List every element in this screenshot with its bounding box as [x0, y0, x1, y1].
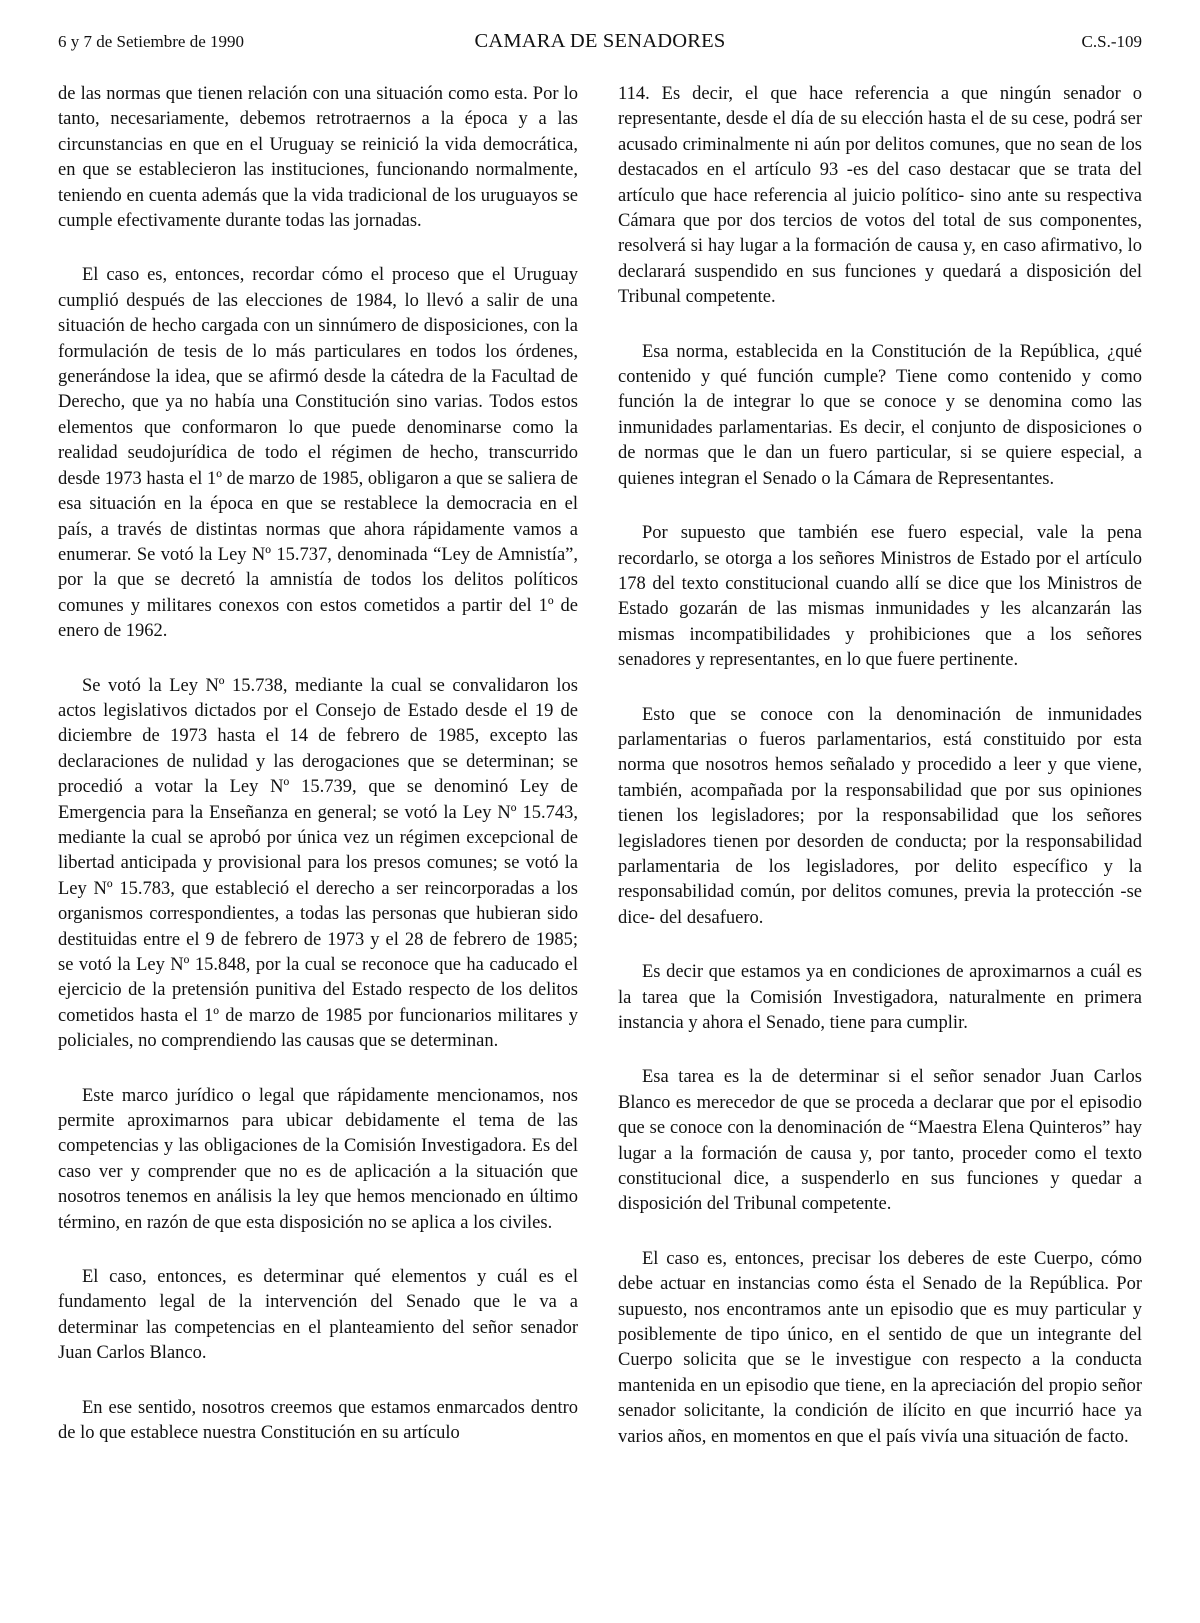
page-header: [58, 30, 1142, 60]
header-title: CAMARA DE SENADORES: [474, 30, 726, 52]
right-column: [618, 82, 1142, 1479]
paragraph: Esto que se conoce con la denominación de inmunidades parlamentarias o fueros parlamentarios, está constituido por esta norma que nosotros hemos señalado y procedido a leer y que viene, también, acompañada por la responsabilidad que por sus opiniones tienen los legisladores; por la responsabilidad que los señores legisladores tienen por desorden de conducta; por la responsabilidad parlamentaria de los legisladores, por delito específico y la responsabilidad común, por delitos comunes, previa la protección -se dice- del desafuero.: [618, 704, 1142, 928]
paragraph: 114. Es decir, el que hace referencia a que ningún senador o representante, desde el día de su elección hasta el de su cese, podrá ser acusado criminalmente ni aún por delitos comunes, que no sean de los destacados en el artículo 93 -es del caso destacar que se trata del artículo que hace referencia al juicio político- sino ante su respectiva Cámara que por dos tercios de votos del total de sus componentes, resolverá si hay lugar a la formación de causa y, en caso afirmativo, lo declarará suspendido en sus funciones y quedará a disposición del Tribunal competente.: [618, 84, 1142, 308]
left-column: [58, 82, 578, 1476]
paragraph: Es decir que estamos ya en condiciones de aproximarnos a cuál es la tarea que la Comisión Investigadora, naturalmente en primera instancia y ahora el Senado, tiene para cumplir.: [618, 962, 1142, 1033]
header-date: 6 y 7 de Setiembre de 1990: [58, 32, 245, 51]
paragraph: El caso es, entonces, precisar los deberes de este Cuerpo, cómo debe actuar en instancias como ésta el Senado de la República. Por supuesto, nos encontramos ante un episodio que es muy particular y posiblemente de tipo único, en el sentido de que un integrante del Cuerpo solicita que se le investigue con respecto a la conducta mantenida en un episodio que tiene, en la apreciación del propio señor senador solicitante, la condición de ilícito en que incurrió hace ya varios años, en momentos en que el país vivía una situación de facto.: [618, 1248, 1142, 1447]
paragraph: Se votó la Ley Nº 15.738, mediante la cual se convalidaron los actos legislativos dictados por el Consejo de Estado desde el 19 de diciembre de 1973 hasta el 14 de febrero de 1985, excepto las declaraciones de nulidad y las derogaciones que se determinan; se procedió a votar la Ley Nº 15.739, que se denominó Ley de Emergencia para la Enseñanza en general; se votó la Ley Nº 15.743, mediante la cual se aprobó por única vez un régimen excepcional de libertad anticipada y provisional para los presos comunes; se votó la Ley Nº 15.783, que estableció el derecho a ser reincorporadas a los organismos correspondientes, a todas las personas que hubieran sido destituidas entre el 9 de febrero de 1973 y el 28 de febrero de 1985; se votó la Ley Nº 15.848, por la cual se reconoce que ha caducado el ejercicio de la pretensión punitiva del Estado respecto de los delitos cometidos hasta el 1º de marzo de 1985 por funcionarios militares y policiales, no comprendiendo las causas que se determinan.: [58, 675, 578, 1052]
paragraph: Esa tarea es la de determinar si el señor senador Juan Carlos Blanco es merecedor de que se proceda a declarar que por el episodio que se conoce con la denominación de “Maestra Elena Quinteros” hay lugar a la formación de causa y, por tanto, proceder como el texto constitucional dice, a suspenderlo en sus funciones y quedar a disposición del Tribunal competente.: [618, 1067, 1142, 1215]
paragraph: Este marco jurídico o legal que rápidamente mencionamos, nos permite aproximarnos para ubicar debidamente el tema de las competencias y las obligaciones de la Comisión Investigadora. Es del caso ver y comprender que no es de aplicación a la situación que nosotros tenemos en análisis la ley que hemos mencionado en último término, en razón de que esta disposición no se aplica a los civiles.: [58, 1085, 578, 1233]
paragraph: Esa norma, establecida en la Constitución de la República, ¿qué contenido y qué función cumple? Tiene como contenido y como función la de integrar lo que se conoce y se denomina como las inmunidades parlamentarias. Es decir, el conjunto de disposiciones o de normas que le dan un fuero particular, si se quiere especial, a quienes integran el Senado o la Cámara de Representantes.: [618, 341, 1142, 489]
paragraph: de las normas que tienen relación con una situación como esta. Por lo tanto, necesariamente, debemos retrotraernos a la época y a las circunstancias en que en el Uruguay se reinició la vida democrática, en que se establecieron las instituciones, funcionando normalmente, teniendo en cuenta además que la vida tradicional de los uruguayos se cumple efectivamente durante todas las jornadas.: [58, 84, 578, 232]
header-page-ref: C.S.-109: [1081, 32, 1142, 51]
paragraph: El caso es, entonces, recordar cómo el proceso que el Uruguay cumplió después de las elecciones de 1984, lo llevó a salir de una situación de hecho cargada con un sinnúmero de disposiciones, con la formulación de tesis de lo más particulares en todos los órdenes, generándose la idea, que se afirmó desde la cátedra de la Facultad de Derecho, que ya no había una Constitución sino varias. Todos estos elementos que conformaron lo que puede denominarse como la realidad seudojurídica de todo el régimen de hecho, transcurrido desde 1973 hasta el 1º de marzo de 1985, obligaron a que se saliera de esa situación en la época en que se restablece la democracia en el país, a través de distintas normas que ahora rápidamente vamos a enumerar. Se votó la Ley Nº 15.737, denominada “Ley de Amnistía”, por la que se decretó la amnistía de todos los delitos políticos comunes y militares conexos con estos cometidos a partir del 1º de enero de 1962.: [58, 265, 578, 642]
paragraph: Por supuesto que también ese fuero especial, vale la pena recordarlo, se otorga a los señores Ministros de Estado por el artículo 178 del texto constitucional cuando allí se dice que los Ministros de Estado gozarán de las mismas inmunidades y les alcanzarán las mismas incompatibilidades y prohibiciones que a los señores senadores y representantes, en lo que fuere pertinente.: [618, 523, 1142, 671]
paragraph: El caso, entonces, es determinar qué elementos y cuál es el fundamento legal de la intervención del Senado que le va a determinar las competencias en el planteamiento del señor senador Juan Carlos Blanco.: [58, 1267, 578, 1364]
paragraph: En ese sentido, nosotros creemos que estamos enmarcados dentro de lo que establece nuestra Constitución en su artículo: [58, 1397, 578, 1444]
